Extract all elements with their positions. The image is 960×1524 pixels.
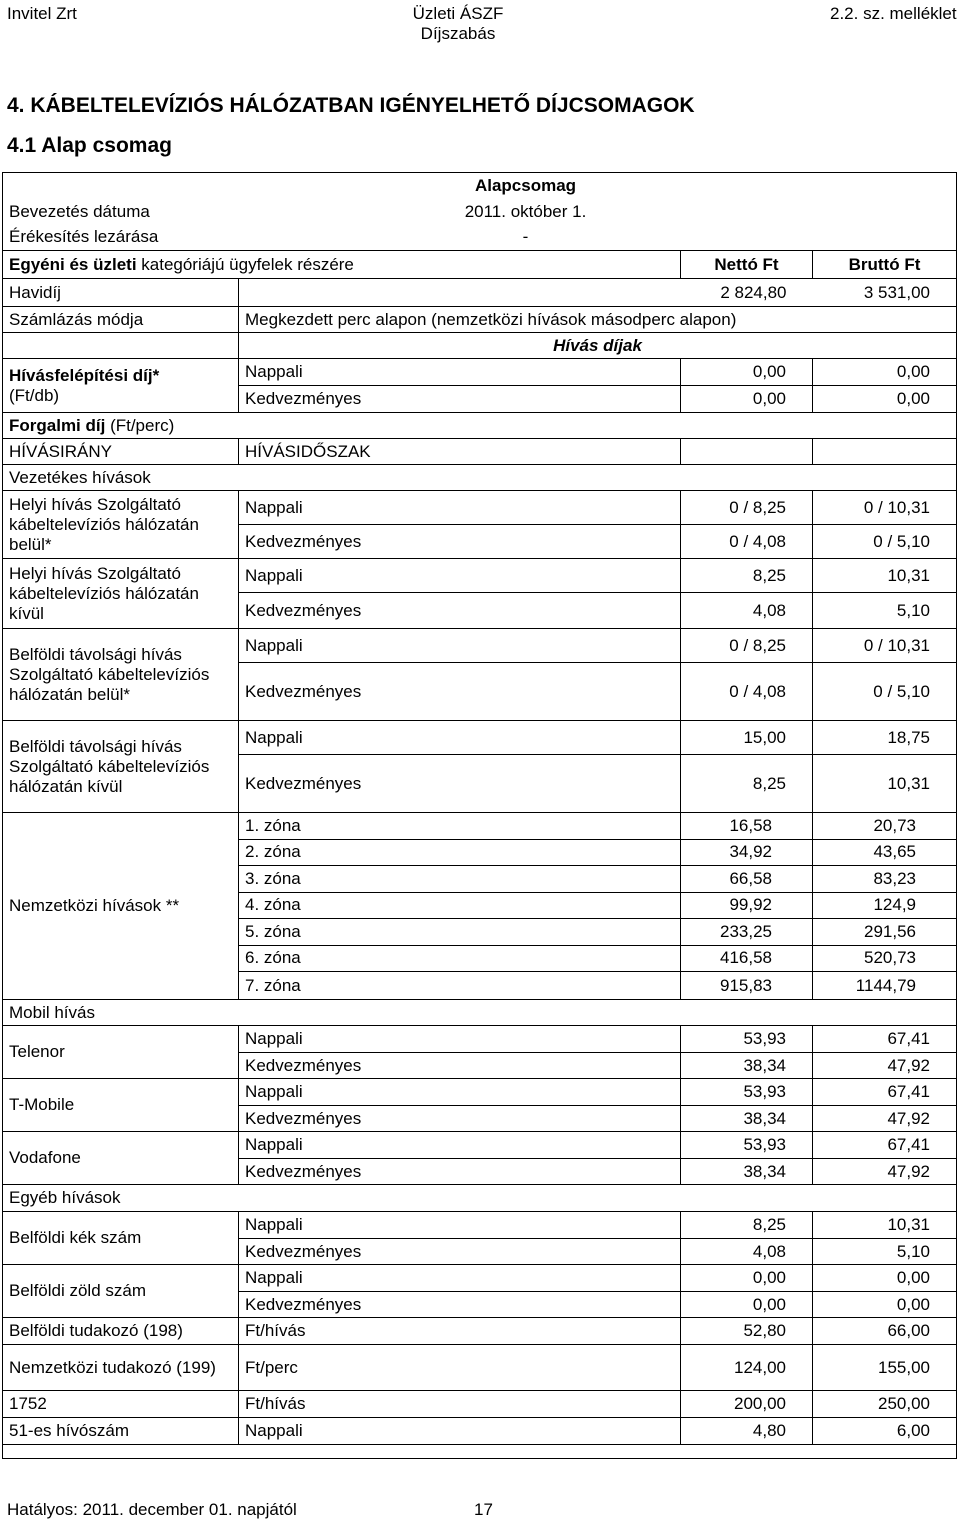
table-bottom-border xyxy=(3,1445,957,1459)
billing-value: Megkezdett perc alapon (nemzetközi hívások másodperc alapon) xyxy=(239,307,957,333)
gross-price: 0 / 5,10 xyxy=(813,663,957,721)
gross-price: 67,41 xyxy=(813,1079,957,1106)
blank-cell xyxy=(3,333,239,359)
unit-cell: Ft/hívás xyxy=(239,1318,681,1345)
operator-label: Telenor xyxy=(9,1042,65,1061)
net-price: 16,58 xyxy=(681,813,813,840)
table-row xyxy=(3,413,957,439)
net-price: 8,25 xyxy=(681,1212,813,1239)
mobile-operator-cell xyxy=(3,1079,239,1132)
header-doc-title xyxy=(408,4,508,44)
table-row xyxy=(3,439,957,465)
table-row xyxy=(3,1265,957,1292)
monthly-net: 2 824,80 xyxy=(681,279,813,307)
gross-price: 0 / 10,31 xyxy=(813,491,957,525)
gross-price: 43,65 xyxy=(813,839,957,866)
blank-cell xyxy=(813,199,957,225)
page-number: 17 xyxy=(474,1500,493,1519)
gross-price: 10,31 xyxy=(813,1212,957,1239)
table-row xyxy=(3,251,957,279)
zone-cell: 4. zóna xyxy=(239,892,681,919)
gross-price: 1144,79 xyxy=(813,972,957,1000)
period-cell: Kedvezményes xyxy=(239,1159,681,1185)
zone-cell: 3. zóna xyxy=(239,866,681,893)
net-price: 416,58 xyxy=(681,945,813,972)
period-cell: Nappali xyxy=(239,721,681,755)
gross-price: 20,73 xyxy=(813,813,957,840)
gross-price: 291,56 xyxy=(813,919,957,946)
gross-price: 250,00 xyxy=(813,1391,957,1418)
unit-cell: Nappali xyxy=(239,1418,681,1445)
net-price: 0,00 xyxy=(681,386,813,413)
blank-cell xyxy=(239,279,681,307)
period-cell: Nappali xyxy=(239,1026,681,1053)
net-price: 8,25 xyxy=(681,559,813,593)
mobile-operator-cell xyxy=(3,1026,239,1079)
table-row xyxy=(3,559,957,593)
intro-label: Bevezetés dátuma xyxy=(3,199,239,225)
segment-label: Egyéni és üzleti kategóriájú ügyfelek részére xyxy=(3,251,681,279)
gross-price: 10,31 xyxy=(813,755,957,813)
gross-price: 155,00 xyxy=(813,1345,957,1391)
gross-price: 0,00 xyxy=(813,1292,957,1318)
other-group-label: Belföldi kék szám xyxy=(9,1228,142,1247)
table-row xyxy=(3,465,957,491)
net-price: 124,00 xyxy=(681,1345,813,1391)
table-row xyxy=(3,279,957,307)
net-header: Nettó Ft xyxy=(681,251,813,279)
other-group-label: Belföldi zöld szám xyxy=(9,1281,147,1300)
net-price: 0,00 xyxy=(681,1265,813,1292)
other-calls-label: Egyéb hívások xyxy=(3,1185,957,1212)
table-row xyxy=(3,721,957,755)
period-cell: Kedvezményes xyxy=(239,593,681,629)
unit-cell: Ft/perc xyxy=(239,1345,681,1391)
gross-price: 0 / 5,10 xyxy=(813,525,957,559)
monthly-gross: 3 531,00 xyxy=(813,279,957,307)
table-row xyxy=(3,629,957,663)
net-price: 38,34 xyxy=(681,1106,813,1132)
period-cell: Nappali xyxy=(239,629,681,663)
billing-label: Számlázás módja xyxy=(3,307,239,333)
period-header: HÍVÁSIDŐSZAK xyxy=(239,439,681,465)
net-price: 52,80 xyxy=(681,1318,813,1345)
net-price: 0 / 8,25 xyxy=(681,629,813,663)
table-row xyxy=(3,1132,957,1159)
blank-cell xyxy=(3,173,239,199)
wired-group-label: Helyi hívás Szolgáltató kábeltelevíziós hálózatán kívül xyxy=(9,563,199,623)
table-row xyxy=(3,1318,957,1345)
gross-price: 66,00 xyxy=(813,1318,957,1345)
net-price: 38,34 xyxy=(681,1159,813,1185)
net-price: 4,08 xyxy=(681,1239,813,1265)
net-price: 53,93 xyxy=(681,1026,813,1053)
gross-price: 47,92 xyxy=(813,1053,957,1079)
other-group-cell xyxy=(3,1265,239,1318)
period-cell: Nappali xyxy=(239,1132,681,1159)
gross-price: 83,23 xyxy=(813,866,957,893)
table-row xyxy=(3,1185,957,1212)
header-doc-title-line2: Díjszabás xyxy=(420,24,496,43)
table-row xyxy=(3,1000,957,1026)
gross-header: Bruttó Ft xyxy=(813,251,957,279)
net-price: 66,58 xyxy=(681,866,813,893)
net-price: 233,25 xyxy=(681,919,813,946)
blank-cell xyxy=(813,173,957,199)
gross-price: 0 / 10,31 xyxy=(813,629,957,663)
net-price: 4,08 xyxy=(681,593,813,629)
net-price: 34,92 xyxy=(681,839,813,866)
blank-cell xyxy=(813,225,957,251)
period-cell: Kedvezményes xyxy=(239,386,681,413)
net-price: 915,83 xyxy=(681,972,813,1000)
info-label: Belföldi tudakozó (198) xyxy=(3,1318,239,1345)
table-row xyxy=(3,1079,957,1106)
period-cell: Kedvezményes xyxy=(239,1106,681,1132)
table-row xyxy=(3,199,957,225)
traffic-fee-label xyxy=(3,413,957,439)
info-label: Nemzetközi tudakozó (199) xyxy=(3,1345,239,1391)
table-row xyxy=(3,1026,957,1053)
period-cell: Nappali xyxy=(239,1212,681,1239)
zone-cell: 7. zóna xyxy=(239,972,681,1000)
unit-cell: Ft/hívás xyxy=(239,1391,681,1418)
sale-end-label: Érékesítés lezárása xyxy=(3,225,239,251)
gross-price: 47,92 xyxy=(813,1106,957,1132)
segment-bold: Egyéni és üzleti xyxy=(9,254,137,274)
gross-price: 67,41 xyxy=(813,1132,957,1159)
gross-price: 124,9 xyxy=(813,892,957,919)
table-row xyxy=(3,1418,957,1445)
subsection-title: 4.1 Alap csomag xyxy=(7,134,172,157)
net-price: 0 / 4,08 xyxy=(681,663,813,721)
wired-group-label: Belföldi távolsági hívás Szolgáltató kábeltelevíziós hálózatán kívül xyxy=(9,736,210,796)
intro-value: 2011. október 1. xyxy=(464,201,587,221)
traffic-label-bold: Forgalmi díj xyxy=(9,415,106,435)
wired-calls-label: Vezetékes hívások xyxy=(3,465,957,491)
call-fees-header: Hívás díjak xyxy=(239,333,957,359)
net-price: 4,80 xyxy=(681,1418,813,1445)
net-price: 0,00 xyxy=(681,1292,813,1318)
gross-price: 520,73 xyxy=(813,945,957,972)
mobile-calls-label: Mobil hívás xyxy=(3,1000,957,1026)
net-price: 0,00 xyxy=(681,359,813,386)
info-label: 1752 xyxy=(3,1391,239,1418)
wired-group-cell xyxy=(3,629,239,721)
period-cell: Nappali xyxy=(239,559,681,593)
intl-calls-label: Nemzetközi hívások ** xyxy=(3,813,239,1000)
setup-label: Hívásfelépítési díj* xyxy=(9,365,160,385)
wired-group-cell xyxy=(3,559,239,629)
net-price: 53,93 xyxy=(681,1132,813,1159)
wired-group-cell xyxy=(3,721,239,813)
table-row xyxy=(3,173,957,199)
footer-effective-date: Hatályos: 2011. december 01. napjától xyxy=(7,1500,297,1519)
net-price: 53,93 xyxy=(681,1079,813,1106)
zone-cell: 5. zóna xyxy=(239,919,681,946)
period-cell: Nappali xyxy=(239,491,681,525)
mobile-operator-cell xyxy=(3,1132,239,1185)
period-cell: Kedvezményes xyxy=(239,663,681,721)
sale-end-value: - xyxy=(522,227,529,247)
table-row xyxy=(3,813,957,840)
wired-group-label: Belföldi távolsági hívás Szolgáltató kábeltelevíziós hálózatán belül* xyxy=(9,644,210,704)
traffic-label-unit: (Ft/perc) xyxy=(105,415,175,435)
net-price: 8,25 xyxy=(681,755,813,813)
zone-cell: 1. zóna xyxy=(239,813,681,840)
wired-group-label: Helyi hívás Szolgáltató kábeltelevíziós hálózatán belül* xyxy=(9,494,199,554)
wired-group-cell xyxy=(3,491,239,559)
operator-label: Vodafone xyxy=(9,1148,81,1167)
header-doc-title-line1: Üzleti ÁSZF xyxy=(412,4,504,23)
period-cell: Nappali xyxy=(239,1265,681,1292)
zone-cell: 6. zóna xyxy=(239,945,681,972)
gross-price: 18,75 xyxy=(813,721,957,755)
period-cell: Nappali xyxy=(239,359,681,386)
net-price: 0 / 8,25 xyxy=(681,491,813,525)
table-row xyxy=(3,1345,957,1391)
period-cell: Kedvezményes xyxy=(239,755,681,813)
table-row xyxy=(3,359,957,386)
operator-label: T-Mobile xyxy=(9,1095,75,1114)
net-price: 200,00 xyxy=(681,1391,813,1418)
gross-price: 5,10 xyxy=(813,593,957,629)
period-cell: Kedvezményes xyxy=(239,1239,681,1265)
table-row xyxy=(3,491,957,525)
header-annex: 2.2. sz. melléklet xyxy=(830,4,957,23)
other-group-cell xyxy=(3,1212,239,1265)
table-row xyxy=(3,307,957,333)
net-price: 0 / 4,08 xyxy=(681,525,813,559)
table-row xyxy=(3,1212,957,1239)
gross-price: 6,00 xyxy=(813,1418,957,1445)
period-cell: Kedvezményes xyxy=(239,1053,681,1079)
setup-unit: (Ft/db) xyxy=(9,385,60,405)
table-row xyxy=(3,225,957,251)
gross-price: 10,31 xyxy=(813,559,957,593)
gross-price: 0,00 xyxy=(813,1265,957,1292)
gross-price: 0,00 xyxy=(813,386,957,413)
blank-cell xyxy=(813,439,957,465)
package-name: Alapcsomag xyxy=(239,173,813,199)
direction-header: HÍVÁSIRÁNY xyxy=(3,439,239,465)
gross-price: 0,00 xyxy=(813,359,957,386)
gross-price: 67,41 xyxy=(813,1026,957,1053)
period-cell: Kedvezményes xyxy=(239,1292,681,1318)
period-cell: Nappali xyxy=(239,1079,681,1106)
setup-fee-label xyxy=(3,359,239,413)
table-row xyxy=(3,1445,957,1459)
blank-cell xyxy=(681,439,813,465)
zone-cell: 2. zóna xyxy=(239,839,681,866)
net-price: 99,92 xyxy=(681,892,813,919)
table-row xyxy=(3,333,957,359)
gross-price: 47,92 xyxy=(813,1159,957,1185)
info-label: 51-es hívószám xyxy=(3,1418,239,1445)
net-price: 38,34 xyxy=(681,1053,813,1079)
tariff-table xyxy=(2,172,957,1459)
net-price: 15,00 xyxy=(681,721,813,755)
header-company: Invitel Zrt xyxy=(7,4,77,23)
section-title: 4. KÁBELTELEVÍZIÓS HÁLÓZATBAN IGÉNYELHETŐ DÍJCSOMAGOK xyxy=(7,94,695,117)
monthly-label: Havidíj xyxy=(3,279,239,307)
table-row xyxy=(3,1391,957,1418)
period-cell: Kedvezményes xyxy=(239,525,681,559)
gross-price: 5,10 xyxy=(813,1239,957,1265)
